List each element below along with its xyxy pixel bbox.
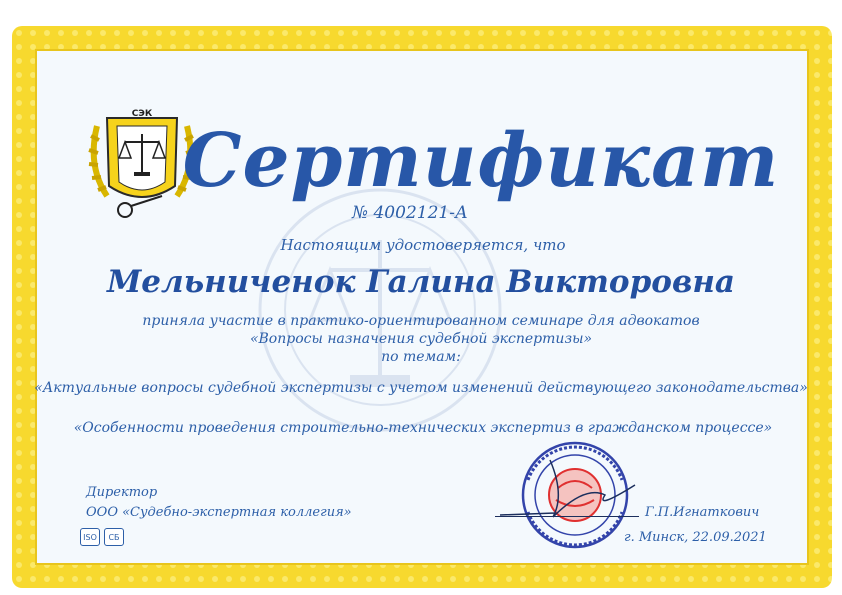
place-date: г. Минск, 22.09.2021 [624,530,767,545]
logo-abbrev: СЭК [131,109,153,119]
topic-item: «Особенности проведения строительно-технических экспертиз в гражданском процессе» [73,420,773,436]
sb-mark-icon: СБ [104,528,124,546]
signer-name: Г.П.Игнаткович [645,505,760,520]
certificate-number: № 4002121-А [352,203,468,223]
certification-marks [80,528,124,546]
organization-name: ООО «Судебно-экспертная коллегия» [86,505,352,520]
iso-mark-icon: ISO [80,528,100,546]
topics-intro: по темам: [381,349,461,365]
participation-line: приняла участие в практико-ориентированном семинаре для адвокатов [142,313,700,329]
confirm-text: Настоящим удостоверяется, что [280,236,566,254]
signature-line [495,516,639,517]
topic-item: «Актуальные вопросы судебной экспертизы с учетом изменений действующего законодательства» [34,380,808,396]
seminar-title: «Вопросы назначения судебной экспертизы» [249,331,593,347]
handwritten-signature [495,455,645,525]
certificate-title: Сертификат [182,118,780,204]
recipient-name: Мельниченок Галина Викторовна [106,264,736,300]
director-title: Директор [86,485,158,500]
